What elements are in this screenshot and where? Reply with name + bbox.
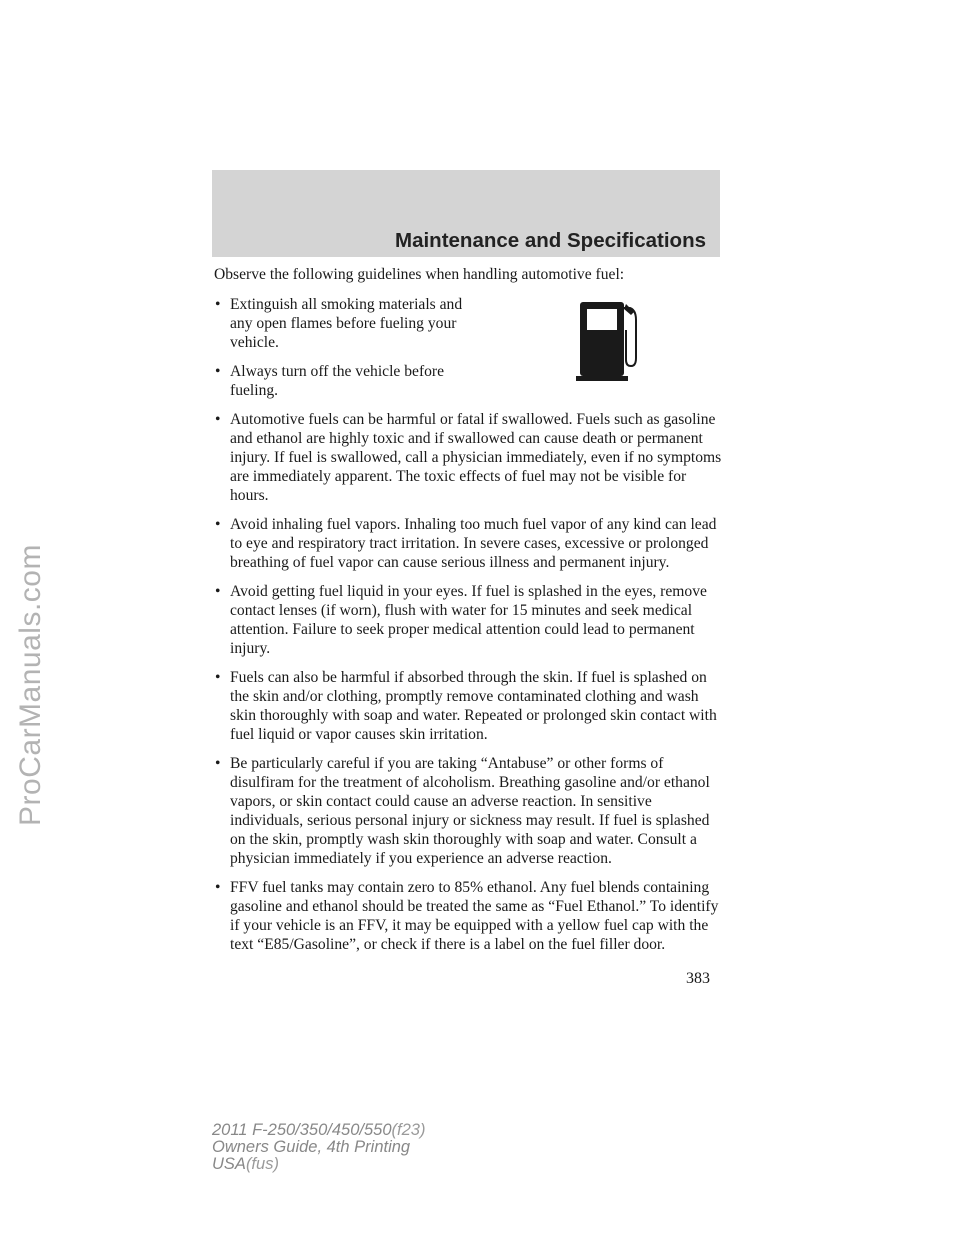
list-item-text: Always turn off the vehicle before fueling. xyxy=(230,363,445,399)
page-content xyxy=(214,265,722,964)
document-footer xyxy=(212,1122,425,1173)
list-item xyxy=(214,515,722,572)
list-item xyxy=(214,362,482,400)
footer-model-code: (f23) xyxy=(391,1121,426,1139)
section-header xyxy=(212,170,720,257)
bullet-marker: • xyxy=(215,296,221,313)
bullet-marker: • xyxy=(215,755,221,772)
list-item xyxy=(214,295,482,352)
footer-line-3 xyxy=(212,1156,425,1173)
footer-market: USA xyxy=(212,1155,246,1173)
list-item xyxy=(214,582,722,658)
page-number: 383 xyxy=(686,970,710,987)
list-item xyxy=(214,410,722,505)
watermark xyxy=(8,380,54,990)
list-item-text: Fuels can also be harmful if absorbed through the skin. If fuel is splashed on the skin and/or clothing, promptly remove contaminated clothing and wash skin thoroughly with soap and water. Repeated or prolonged skin contact with fuel liquid or vapor causes skin irritation. xyxy=(230,669,717,743)
bullet-marker: • xyxy=(215,669,221,686)
bullet-marker: • xyxy=(215,879,221,896)
list-item-text: FFV fuel tanks may contain zero to 85% ethanol. Any fuel blends containing gasoline and ethanol should be treated the same as “Fuel Ethanol.” To identify if your vehicle is an FFV, it may be equipped with a yellow fuel cap with the text “E85/Gasoline”, or check if there is a label on the fuel filler door. xyxy=(230,879,719,953)
list-item-text: Avoid getting fuel liquid in your eyes. If fuel is splashed in the eyes, remove contact lenses (if worn), flush with water for 15 minutes and seek medical attention. Failure to seek proper medical attention could lead to permanent injury. xyxy=(230,583,707,657)
bullet-marker: • xyxy=(215,411,221,428)
list-item-text: Automotive fuels can be harmful or fatal if swallowed. Fuels such as gasoline and ethanol are highly toxic and if swallowed can cause death or permanent injury. If fuel is swallowed, call a physician immediately, even if no symptoms are immediately apparent. The toxic effects of fuel may not be visible for hours. xyxy=(230,411,722,504)
list-item xyxy=(214,754,722,868)
footer-model: 2011 F-250/350/450/550 xyxy=(212,1121,392,1139)
list-item-text: Avoid inhaling fuel vapors. Inhaling too much fuel vapor of any kind can lead to eye and respiratory tract irritation. In severe cases, excessive or prolonged breathing of fuel vapor can cause serious illness and permanent injury. xyxy=(230,516,717,571)
guideline-list xyxy=(214,295,722,954)
section-title: Maintenance and Specifications xyxy=(395,229,706,252)
bullet-marker: • xyxy=(215,363,221,380)
footer-line-1 xyxy=(212,1122,425,1139)
bullet-marker: • xyxy=(215,583,221,600)
intro-paragraph: Observe the following guidelines when handling automotive fuel: xyxy=(214,266,625,283)
watermark-text: ProCarManuals.com xyxy=(14,544,47,826)
bullet-marker: • xyxy=(215,516,221,533)
list-item-text: Extinguish all smoking materials and any open flames before fueling your vehicle. xyxy=(230,296,463,351)
list-item xyxy=(214,668,722,744)
footer-market-code: (fus) xyxy=(245,1155,279,1173)
list-item xyxy=(214,878,722,954)
footer-line-2: Owners Guide, 4th Printing xyxy=(212,1138,411,1156)
list-item-text: Be particularly careful if you are taking “Antabuse” or other forms of disulfiram for the treatment of alcoholism. Breathing gasoline and/or ethanol vapors, or skin contact could cause an adverse reaction. In sensitive individuals, serious personal injury or sickness may result. If fuel is splashed on the skin, promptly wash skin thoroughly with soap and water. Consult a physician immediately if you experience an adverse reaction. xyxy=(230,755,710,867)
